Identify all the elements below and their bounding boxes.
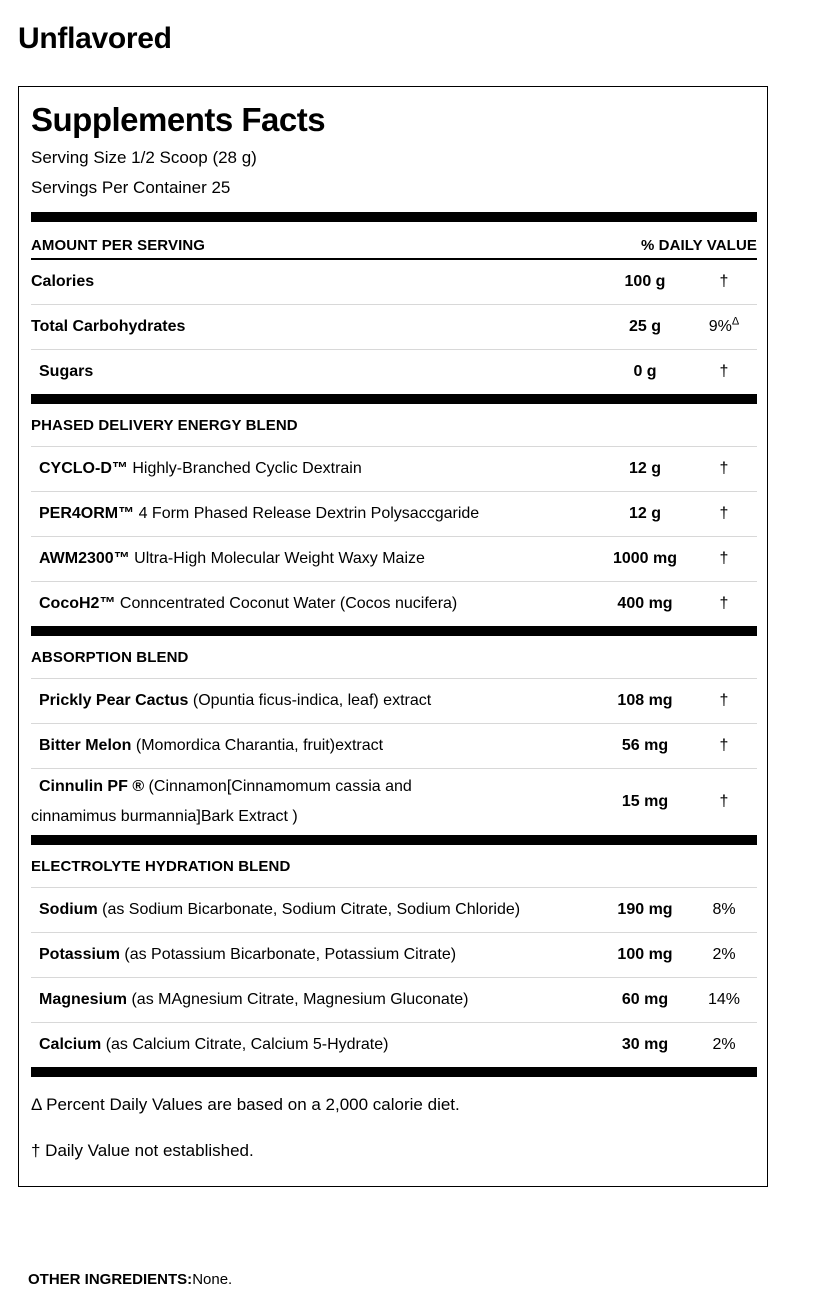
- other-ingredients: [28, 1272, 232, 1289]
- daily-value-header: % DAILY VALUE: [640, 236, 757, 254]
- table-row: [31, 978, 757, 1022]
- ingredient-brand: CocoH2™: [39, 595, 116, 613]
- amount-per-serving-header: AMOUNT PER SERVING: [31, 236, 206, 254]
- ingredient-description: Ultra-High Molecular Weight Waxy Maize: [129, 550, 425, 568]
- panel-inner: [31, 101, 757, 1186]
- ingredient-amount: 400 mg: [617, 594, 673, 612]
- ingredient-amount: 12 g: [628, 459, 661, 477]
- table-row: [31, 679, 757, 723]
- servings-per-container: Servings Per Container 25: [31, 177, 231, 197]
- table-row: [31, 724, 757, 768]
- ingredient-brand: Magnesium: [39, 991, 128, 1009]
- flavor-title: Unflavored: [18, 22, 172, 55]
- nutrient-daily-value: †: [719, 362, 729, 380]
- nutrient-name: Sugars: [39, 363, 94, 381]
- ingredient-description: (Opuntia ficus-indica, leaf) extract: [188, 692, 432, 710]
- blend-heading: PHASED DELIVERY ENERGY BLEND: [31, 416, 298, 434]
- footnote: † Daily Value not established.: [31, 1141, 254, 1161]
- ingredient-name: [31, 458, 599, 480]
- ingredient-amount: 190 mg: [617, 900, 673, 918]
- ingredient-amount: 56 mg: [621, 736, 669, 754]
- ingredient-brand: Potassium: [39, 946, 120, 964]
- ingredient-brand: Sodium: [39, 901, 98, 919]
- footnotes: [31, 1077, 757, 1186]
- divider-bar-blend: [31, 626, 757, 636]
- table-row: [31, 305, 757, 349]
- nutrient-daily-value: 9%$^\Delta$: [708, 315, 740, 335]
- ingredient-description: (as MAgnesium Citrate, Magnesium Gluconate): [127, 991, 469, 1009]
- nutrient-name: Calories: [31, 273, 95, 291]
- ingredient-brand: Bitter Melon: [39, 737, 132, 755]
- ingredient-daily-value: †: [719, 504, 729, 522]
- ingredient-name: [31, 899, 599, 921]
- ingredient-amount: 30 mg: [621, 1035, 669, 1053]
- table-row: [31, 537, 757, 581]
- delta-superscript: Δ: [731, 315, 740, 328]
- supplement-facts-panel: [18, 86, 768, 1187]
- other-ingredients-value: None.: [192, 1271, 233, 1288]
- ingredient-name: [31, 1034, 599, 1056]
- ingredient-brand: CYCLO-D™: [39, 460, 128, 478]
- ingredient-daily-value: †: [719, 792, 729, 810]
- ingredient-daily-value: †: [719, 459, 729, 477]
- table-row: [31, 582, 757, 626]
- ingredient-name: [31, 735, 599, 757]
- nutrient-amount: 100 g: [624, 272, 666, 290]
- panel-title: Supplements Facts: [31, 101, 326, 138]
- nutrient-name: Total Carbohydrates: [31, 318, 186, 336]
- ingredient-daily-value: 8%: [712, 900, 736, 918]
- nutrient-amount: 25 g: [628, 317, 661, 335]
- ingredient-brand: PER4ORM™: [39, 505, 135, 523]
- ingredient-description: (as Potassium Bicarbonate, Potassium Citrate): [119, 946, 457, 964]
- ingredient-amount: 1000 mg: [612, 549, 678, 567]
- ingredient-daily-value: †: [719, 549, 729, 567]
- ingredient-name: [31, 548, 599, 570]
- blend-heading: ABSORPTION BLEND: [31, 648, 189, 666]
- ingredient-name: [31, 503, 599, 525]
- ingredient-name: [31, 593, 599, 615]
- divider-bar-blend: [31, 394, 757, 404]
- divider-bar-top: [31, 212, 757, 222]
- other-ingredients-label: OTHER INGREDIENTS:: [28, 1271, 193, 1288]
- ingredient-amount: 60 mg: [621, 990, 669, 1008]
- ingredient-name: [31, 690, 599, 712]
- basic-nutrient-rows: [31, 260, 757, 394]
- ingredient-name: [31, 989, 599, 1011]
- ingredient-daily-value: 2%: [712, 1035, 736, 1053]
- table-row: [31, 492, 757, 536]
- ingredient-description: (as Calcium Citrate, Calcium 5-Hydrate): [101, 1036, 389, 1054]
- ingredient-amount: 15 mg: [621, 792, 669, 810]
- ingredient-name: [31, 944, 599, 966]
- ingredient-daily-value: †: [719, 594, 729, 612]
- footnote: Δ Percent Daily Values are based on a 2,000 calorie diet.: [31, 1094, 460, 1114]
- nutrient-daily-value: †: [719, 272, 729, 290]
- table-row: [31, 1023, 757, 1067]
- table-row: [31, 933, 757, 977]
- ingredient-amount: 12 g: [628, 504, 661, 522]
- table-row: [31, 888, 757, 932]
- ingredient-description: Conncentrated Coconut Water (Cocos nucifera): [115, 595, 458, 613]
- ingredient-amount: 100 mg: [617, 945, 673, 963]
- table-row: [31, 350, 757, 394]
- table-row: [31, 447, 757, 491]
- table-header-row: [31, 222, 757, 258]
- ingredient-brand: Cinnulin PF ®: [39, 777, 145, 795]
- ingredient-daily-value: †: [719, 691, 729, 709]
- ingredient-daily-value: 14%: [707, 990, 741, 1008]
- divider-bar-blend: [31, 835, 757, 845]
- blend-sections: [31, 394, 757, 1067]
- ingredient-daily-value: 2%: [712, 945, 736, 963]
- ingredient-description: (Momordica Charantia, fruit)extract: [131, 737, 384, 755]
- nutrient-amount: 0 g: [633, 362, 657, 380]
- divider-bar-footnotes: [31, 1067, 757, 1077]
- ingredient-description: (Cinnamon[Cinnamomum cassia and: [144, 777, 412, 795]
- ingredient-brand: AWM2300™: [39, 550, 130, 568]
- ingredient-brand: Calcium: [39, 1036, 102, 1054]
- ingredient-brand: Prickly Pear Cactus: [39, 692, 189, 710]
- serving-size: Serving Size 1/2 Scoop (28 g): [31, 147, 257, 167]
- table-row: [31, 260, 757, 304]
- ingredient-description: (as Sodium Bicarbonate, Sodium Citrate, Sodium Chloride): [97, 901, 521, 919]
- blend-heading: ELECTROLYTE HYDRATION BLEND: [31, 857, 291, 875]
- ingredient-description: Highly-Branched Cyclic Dextrain: [127, 460, 362, 478]
- ingredient-amount: 108 mg: [617, 691, 673, 709]
- ingredient-daily-value: †: [719, 736, 729, 754]
- ingredient-description: 4 Form Phased Release Dextrin Polysaccgaride: [134, 505, 480, 523]
- table-row: [31, 769, 757, 835]
- ingredient-name: [31, 776, 599, 828]
- ingredient-description-line2: cinnamimus burmannia]Bark Extract ): [31, 808, 298, 826]
